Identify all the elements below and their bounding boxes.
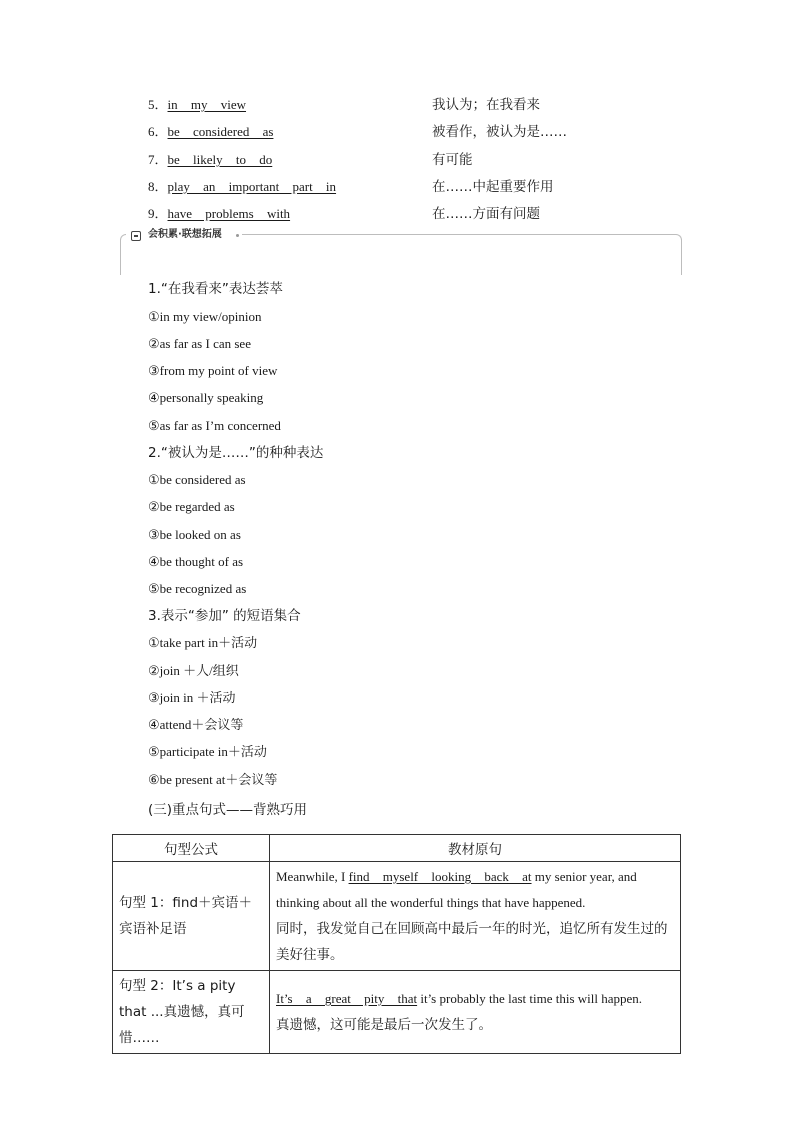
group-heading: 2.“被认为是……”的种种表达 <box>148 445 324 461</box>
box-title: 会积累·联想拓展 <box>148 229 222 240</box>
phrase-answer: play an important part in <box>167 179 337 194</box>
text-before: Meanwhile, I <box>276 869 349 884</box>
pattern-cell: 句型 1：find＋宾语＋宾语补足语 <box>113 862 270 971</box>
group-heading: 1.“在我看来”表达荟萃 <box>148 281 283 297</box>
table-row <box>113 971 681 1054</box>
list-item: ①in my view/opinion <box>148 309 262 324</box>
phrase-answer: have problems with <box>167 206 291 221</box>
list-item: ④be thought of as <box>148 554 244 569</box>
answer-blank: find myself looking back at <box>348 869 532 884</box>
pattern-cell: 句型 2：It’s a pity that ...真遗憾，真可惜…… <box>113 971 270 1054</box>
list-item: ②as far as I can see <box>148 336 251 351</box>
dot-icon <box>236 234 239 237</box>
list-item: ②join ＋人/组织 <box>148 663 239 678</box>
phrase-number: 9． <box>148 206 168 221</box>
list-item: ③join in ＋活动 <box>148 690 236 705</box>
phrase-number: 6． <box>148 124 168 139</box>
example-chinese: 真遗憾，这可能是最后一次发生了。 <box>276 1017 492 1033</box>
list-item: ③from my point of view <box>148 363 278 378</box>
list-item: ③be looked on as <box>148 527 241 542</box>
example-english <box>276 986 674 1012</box>
list-item: ⑤be recognized as <box>148 581 247 596</box>
list-item: ②be regarded as <box>148 499 235 514</box>
minus-square-icon <box>131 231 141 241</box>
phrase-number: 8． <box>148 179 168 194</box>
phrase-answer: be likely to do <box>167 152 273 167</box>
phrase-item <box>148 95 246 115</box>
list-item: ⑥be present at＋会议等 <box>148 772 278 787</box>
phrase-item <box>148 150 272 170</box>
phrase-answer: be considered as <box>167 124 274 139</box>
table-header-row <box>113 835 681 862</box>
table-row <box>113 862 681 971</box>
column-header: 教材原句 <box>270 835 681 862</box>
column-header: 句型公式 <box>113 835 270 862</box>
list-item: ⑤participate in＋活动 <box>148 744 267 759</box>
list-item: ⑤as far as I’m concerned <box>148 418 281 433</box>
text-after: my senior year, and thinking about all the wonderful things that have happened. <box>276 869 637 910</box>
phrase-meaning: 我认为；在我看来 <box>432 97 540 113</box>
phrase-number: 7． <box>148 152 168 167</box>
example-chinese: 同时，我发觉自己在回顾高中最后一年的时光，追忆所有发生过的美好往事。 <box>276 921 668 963</box>
section-title: (三)重点句式——背熟巧用 <box>148 802 308 818</box>
phrase-answer: in my view <box>167 97 247 112</box>
phrase-meaning: 在……中起重要作用 <box>432 179 554 195</box>
phrase-meaning: 有可能 <box>432 152 473 168</box>
phrase-meaning: 在……方面有问题 <box>432 206 540 222</box>
group-heading: 3.表示“参加” 的短语集合 <box>148 608 301 624</box>
list-item: ④personally speaking <box>148 390 264 405</box>
text-after: it’s probably the last time this will happen. <box>417 991 643 1006</box>
list-item: ①be considered as <box>148 472 246 487</box>
phrase-meaning: 被看作，被认为是…… <box>432 124 567 140</box>
example-english <box>276 864 674 916</box>
answer-blank: It’s a great pity that <box>276 991 418 1006</box>
phrase-item <box>148 204 290 224</box>
example-cell <box>270 862 681 971</box>
phrase-item <box>148 177 336 197</box>
list-item: ④attend＋会议等 <box>148 717 244 732</box>
example-cell <box>270 971 681 1054</box>
list-item: ①take part in＋活动 <box>148 635 258 650</box>
phrase-item <box>148 122 273 142</box>
phrase-number: 5． <box>148 97 168 112</box>
sentence-table <box>112 834 681 1054</box>
